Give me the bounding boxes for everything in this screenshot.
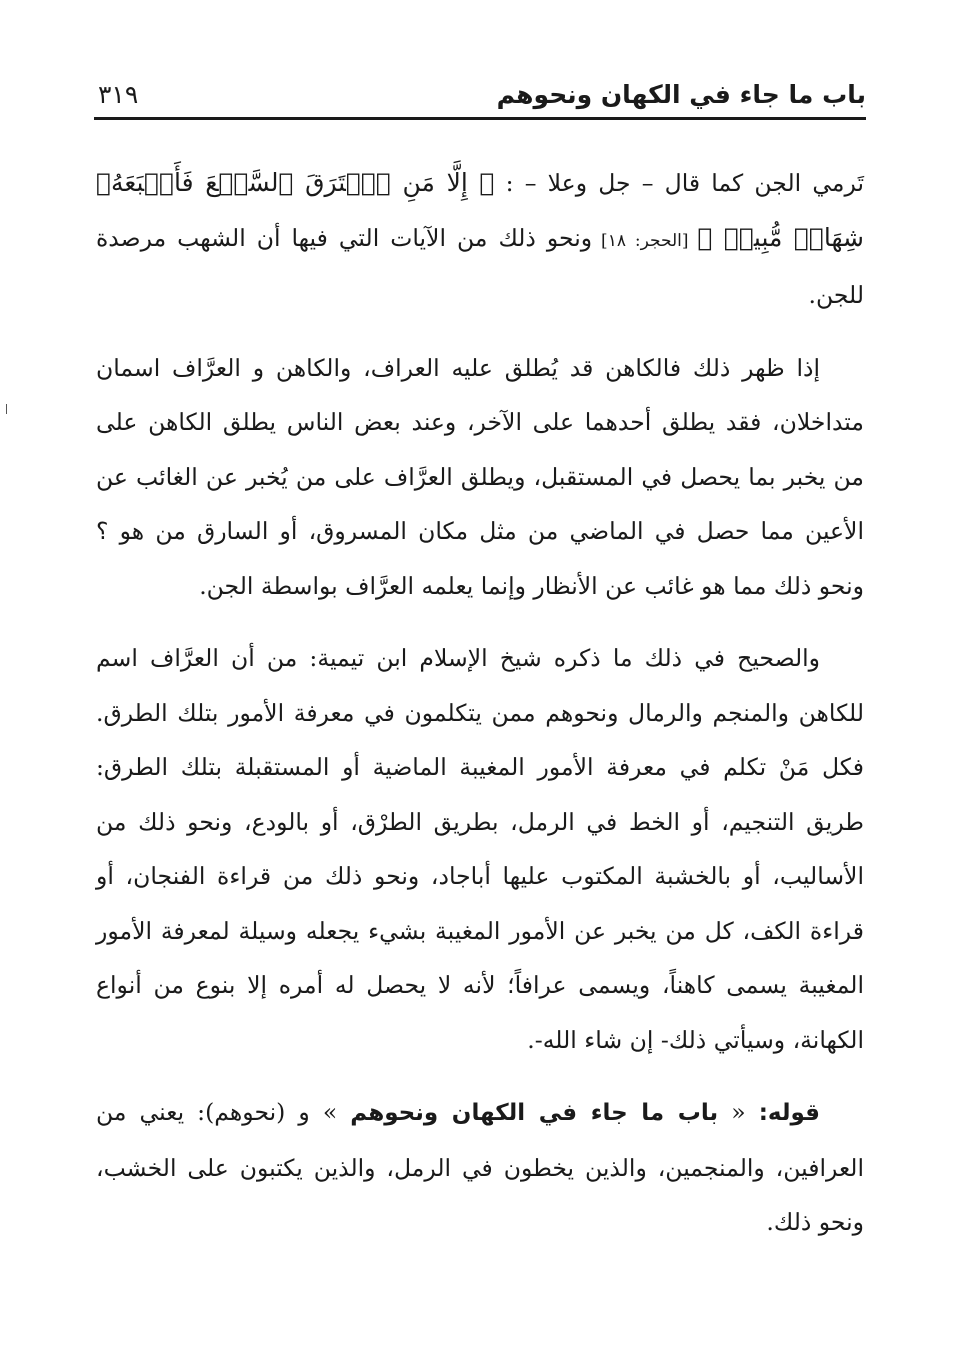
verse-reference: [الحجر: ١٨]	[592, 230, 698, 251]
body-text	[96, 156, 864, 1268]
chapter-title-quote: باب ما جاء في الكهان ونحوهم	[350, 1100, 719, 1126]
paragraph-1-rest: ونحو ذلك من الآيات التي فيها أن الشهب مرصدة للجن.	[96, 223, 864, 309]
running-header-title: باب ما جاء في الكهان ونحوهم	[496, 80, 866, 109]
header-divider	[94, 117, 866, 120]
qawluhu-lead: قوله:	[758, 1100, 820, 1126]
running-header	[94, 72, 866, 116]
quote-close: »	[309, 1098, 351, 1126]
page-number: ٣١٩	[98, 80, 139, 109]
paragraph-1	[96, 156, 864, 323]
quote-open: «	[718, 1098, 759, 1126]
margin-mark	[6, 404, 7, 414]
paragraph-3: والصحيح في ذلك ما ذكره شيخ الإسلام ابن تيمية: من أن العرَّاف اسم للكاهن والمنجم والرمال ونحوهم ممن يتكلمون في معرفة الأمور بتلك الطرق. فكل مَنْ تكلم في معرفة الأمور المغيبة الماضية أو المستقبلة بتلك الطرق: طريق التنجيم، أو الخط في الرمل، بطريق الطرْق، أو بالودع، ونحو ذلك من الأساليب، أو بالخشبة المكتوب عليها أباجاد، ونحو ذلك من قراءة الفنجان، أو قراءة الكف، كل من يخبر عن الأمور المغيبة بشيء يجعله وسيلة لمعرفة الأمور المغيبة يسمى كاهناً، ويسمى عرافاً؛ لأنه لا يحصل له أمره إلا بنوع من أنواع الكهانة، وسيأتي ذلك- إن شاء الله-.	[96, 644, 864, 1054]
paragraph-1-intro: تَرمي الجن كما قال – جل وعلا – :	[494, 169, 864, 197]
paragraph-4-rest: و (نحوهم): يعني من العرافين، والمنجمين، والذين يخطون في الرمل، والذين يكتبون على الخشب، ونحو ذلك.	[96, 1098, 864, 1236]
quran-verse: ﴿ إِلَّا مَنِ ٱسۡتَرَقَ ٱلسَّمۡعَ فَأَتۡبَعَهُۥ شِهَابٞ مُّبِينٞ ﴾	[96, 168, 864, 252]
paragraph-2: إذا ظهر ذلك فالكاهن قد يُطلق عليه العراف، والكاهن و العرَّاف اسمان متداخلان، فقد يطلق أحدهما على الآخر، وعند بعض الناس يطلق الكاهن على من يخبر بما يحصل في المستقبل، ويطلق العرَّاف على من يُخبر عن الغائب عن الأعين مما حصل في الماضي من مثل مكان المسروق، أو السارق من هو ؟ ونحو ذلك مما هو غائب عن الأنظار وإنما يعلمه العرَّاف بواسطة الجن.	[96, 353, 864, 600]
paragraph-4	[96, 1085, 864, 1250]
